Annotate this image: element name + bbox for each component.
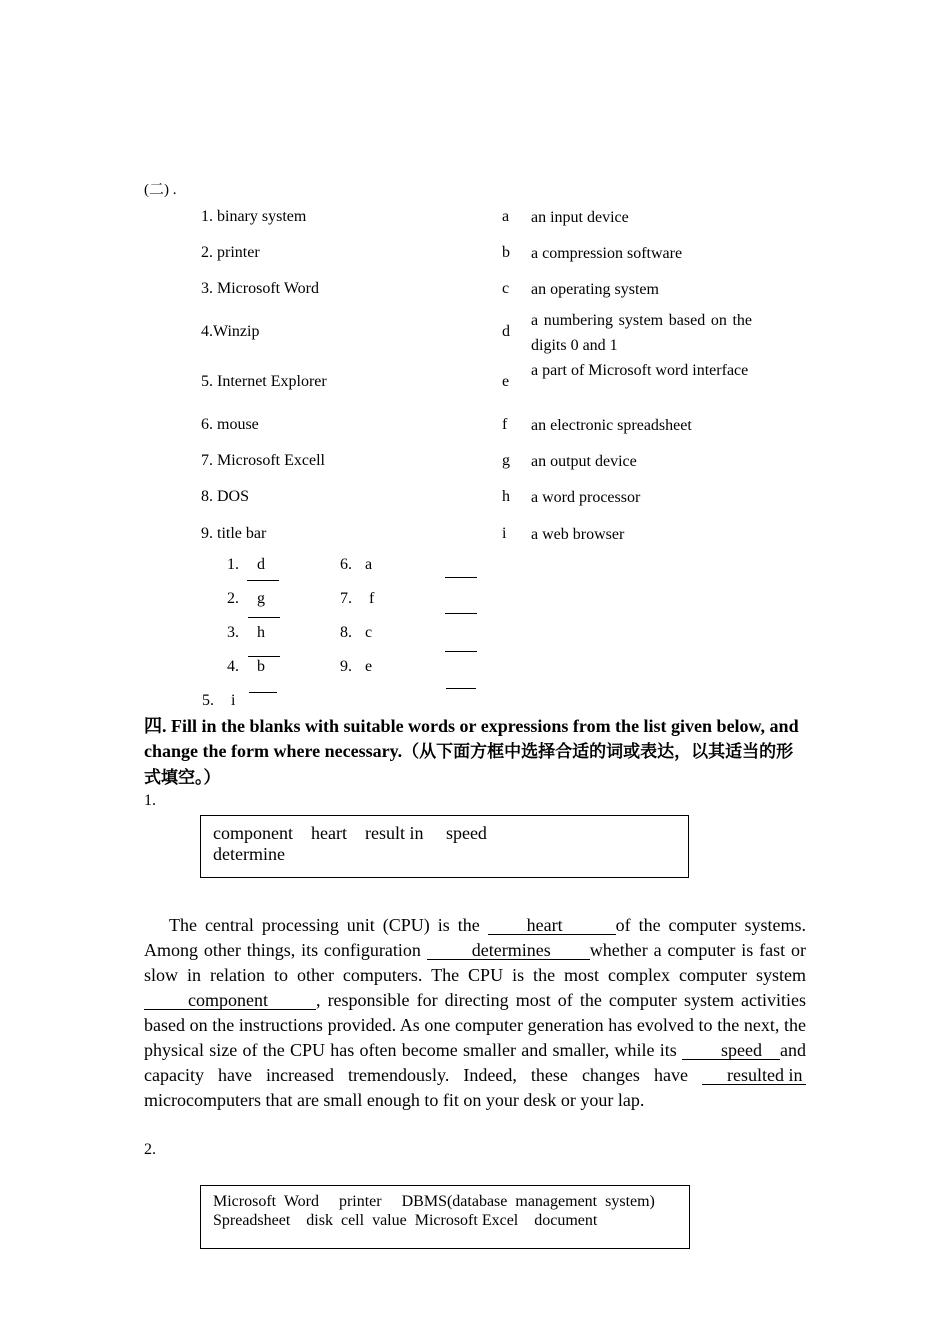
desc-a: an input device — [531, 209, 629, 226]
desc-e: a part of Microsoft word interface — [531, 362, 749, 379]
letter-g: g — [502, 452, 510, 469]
blank-answer-5: resulted in — [702, 1067, 806, 1085]
word-box-1-line1: component heart result in speed — [213, 823, 487, 843]
answer-num: 9. — [340, 658, 352, 675]
word-box-2-line2: Spreadsheet disk cell value Microsoft Excel document — [213, 1212, 598, 1229]
desc-g: an output device — [531, 453, 637, 470]
desc-c: an operating system — [531, 281, 659, 298]
answer-underline — [445, 613, 477, 614]
answer-underline — [445, 651, 477, 652]
desc-i: a web browser — [531, 526, 625, 543]
term-5: 5. Internet Explorer — [201, 373, 327, 390]
answer-value: i — [231, 692, 236, 709]
desc-d: a numbering system based on the digits 0 and 1 — [531, 312, 752, 354]
answer-num: 8. — [340, 624, 352, 641]
term-6: 6. mouse — [201, 416, 259, 433]
heading-chinese: （从下面方框中选择合适的词或表达，以其适当的形式填空。） — [144, 742, 794, 788]
blank-answer-4: speed — [682, 1042, 780, 1060]
term-1: 1. binary system — [201, 208, 307, 225]
word-box-2 — [200, 1185, 690, 1249]
word-box-2-line1: Microsoft Word printer DBMS(database management system) — [213, 1193, 655, 1210]
question-1-label: 1. — [144, 792, 156, 809]
answer-underline — [248, 617, 280, 618]
answer-num: 3. — [227, 624, 239, 641]
letter-a: a — [502, 208, 510, 225]
answer-num: 5. — [202, 692, 214, 709]
desc-b: a compression software — [531, 245, 683, 262]
letter-e: e — [502, 373, 510, 390]
answer-value: h — [257, 624, 265, 641]
term-8: 8. DOS — [201, 488, 250, 505]
answer-value: e — [365, 658, 373, 675]
answer-value: d — [257, 556, 265, 573]
letter-h: h — [502, 488, 510, 505]
passage-text: The central processing unit (CPU) is the — [169, 915, 488, 935]
passage-text: whether a computer is fast or slow in relation to other computers. The CPU is the most complex computer system — [144, 940, 806, 985]
passage-text: microcomputers that are small enough to fit on your desk or your lap. — [144, 1090, 645, 1110]
answer-underline — [247, 580, 279, 581]
blank-answer-3: component — [144, 992, 316, 1010]
heading-english: 四. Fill in the blanks with suitable words or expressions from the list given below, and change the form where necessary. — [144, 716, 799, 761]
desc-f: an electronic spreadsheet — [531, 417, 692, 434]
question-1-passage — [144, 913, 806, 1113]
term-4: 4.Winzip — [201, 323, 260, 340]
answer-value: g — [257, 590, 265, 607]
term-2: 2. printer — [201, 244, 260, 261]
answer-num: 6. — [340, 556, 352, 573]
blank-answer-2: determines — [427, 942, 590, 960]
term-3: 3. Microsoft Word — [201, 280, 319, 297]
answer-num: 7. — [340, 590, 352, 607]
answer-num: 1. — [227, 556, 239, 573]
desc-h: a word processor — [531, 489, 641, 506]
word-box-1-line2: determine — [213, 844, 285, 864]
letter-i: i — [502, 525, 507, 542]
answer-underline — [446, 688, 476, 689]
passage-text: of the computer systems. Among other things, its configuration — [144, 915, 806, 960]
term-9: 9. title bar — [201, 525, 267, 542]
letter-b: b — [502, 244, 510, 261]
answer-value: b — [257, 658, 265, 675]
section-heading — [144, 714, 806, 791]
section-label: (二) . — [144, 182, 177, 198]
question-2-label: 2. — [144, 1141, 156, 1158]
letter-f: f — [502, 416, 508, 433]
answer-value: a — [365, 556, 373, 573]
letter-c: c — [502, 280, 510, 297]
answer-value: c — [365, 624, 373, 641]
answer-num: 4. — [227, 658, 239, 675]
term-7: 7. Microsoft Excell — [201, 452, 325, 469]
answer-underline — [445, 577, 477, 578]
answer-num: 2. — [227, 590, 239, 607]
answer-underline — [248, 656, 280, 657]
word-box-1 — [200, 815, 689, 878]
passage-text: , responsible for directing most of the computer system activities based on the instructions provided. As one computer generation has evolved to the next, the physical size of the CPU has often become smaller and smaller, while its — [144, 990, 806, 1060]
blank-answer-1: heart — [488, 917, 616, 935]
letter-d: d — [502, 323, 510, 340]
answer-underline — [249, 692, 277, 693]
passage-text: and capacity have increased tremendously. Indeed, these changes have — [144, 1040, 806, 1085]
answer-value: f — [369, 590, 375, 607]
